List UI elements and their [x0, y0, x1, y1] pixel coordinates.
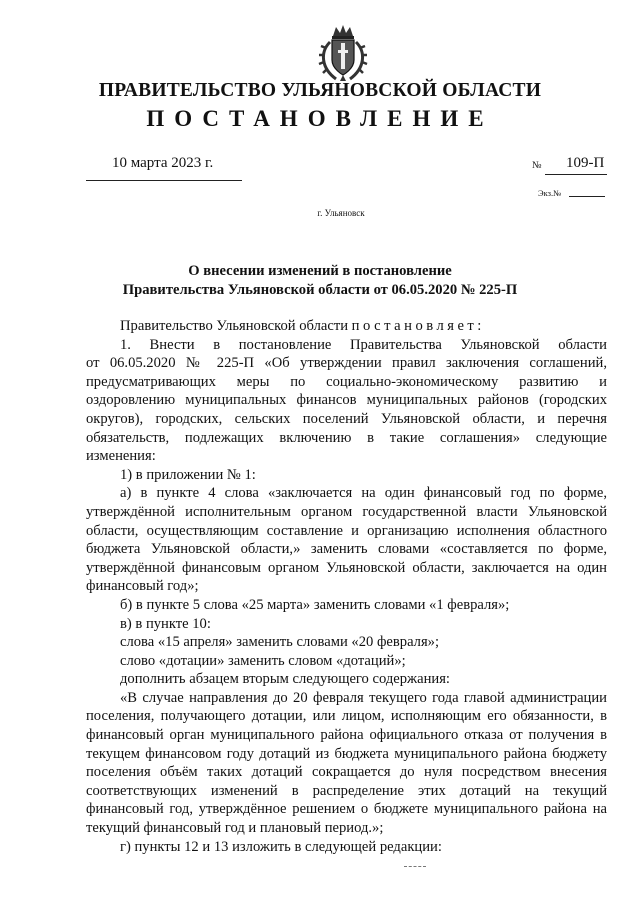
intro-subject: Правительство Ульяновской области [120, 318, 349, 334]
item-1a: а) в пункте 4 слова «заключается на один финансовый год по форме, утверждённой исполнительным органом государственной власти Ульяновской области, осуществляющим составление и организацию исполнения областного бюджета Ульяновской области,» заменить словами «составляется по форме, утверждённой финансовым органом Ульяновской области, заключается на один финансовый год»; [86, 485, 607, 595]
coat-of-arms-icon [318, 24, 368, 82]
copy-number-label: Экз.№ [538, 188, 562, 198]
item-1v: в) в пункте 10: [120, 615, 211, 632]
intro-paragraph [86, 317, 607, 336]
date-underline [86, 180, 242, 181]
item-1v-3: дополнить абзацем вторым следующего содержания: [120, 671, 450, 688]
government-name: ПРАВИТЕЛЬСТВО УЛЬЯНОВСКОЙ ОБЛАСТИ [98, 80, 542, 101]
document-type: ПОСТАНОВЛЕНИЕ [146, 106, 494, 131]
item-1: 1) в приложении № 1: [120, 466, 256, 483]
page-continuation-mark [404, 866, 426, 867]
item-1v-2: слово «дотации» заменить словом «дотаций»; [120, 652, 406, 669]
number-label: № [532, 160, 542, 171]
number-underline [545, 174, 607, 175]
paragraph-1-first-line: 1. Внести в постановление Правительства Ульяновской области [120, 336, 607, 353]
paragraph-1: от 06.05.2020 № 225-П «Об утверждении правил заключения соглашений, предусматривающих меры по социально-экономическому развитию и оздоровлению муниципальных финансов муниципальных районов (городских округов), городских, сельских поселений Ульяновской области, и перечня обязательств, подлежащих включению в такие соглашения» следующие изменения: [86, 355, 607, 465]
document-title [0, 262, 640, 300]
document-body [86, 317, 607, 856]
quoted-paragraph: «В случае направления до 20 февраля текущего года главой администрации поселения, получающего дотации, или лицом, исполняющим его обязанности, в финансовый орган муниципального района официального отказа от получения в текущем финансовом году дотаций из бюджета муниципального района бюджету поселения объём таких дотаций сокращается до нуля посредством внесения соответствующих изменений в распределение этих дотаций на текущий финансовый год, утверждённое решением о бюджете муниципального района на текущий финансовый год и плановый период.»; [86, 689, 607, 837]
title-line-2: Правительства Ульяновской области от 06.05.2020 № 225-П [122, 282, 518, 298]
intro-verb: постановляет: [351, 318, 485, 334]
title-line-1: О внесении изменений в постановление [188, 263, 452, 279]
city: г. Ульяновск [317, 208, 365, 218]
item-1g: г) пункты 12 и 13 изложить в следующей редакции: [120, 838, 442, 855]
copy-number-underline [569, 196, 605, 197]
item-1v-1: слова «15 апреля» заменить словами «20 февраля»; [120, 634, 440, 651]
document-date: 10 марта 2023 г. [112, 155, 214, 171]
item-1b: б) в пункте 5 слова «25 марта» заменить словами «1 февраля»; [120, 596, 510, 613]
document-number: 109-П [566, 155, 605, 171]
